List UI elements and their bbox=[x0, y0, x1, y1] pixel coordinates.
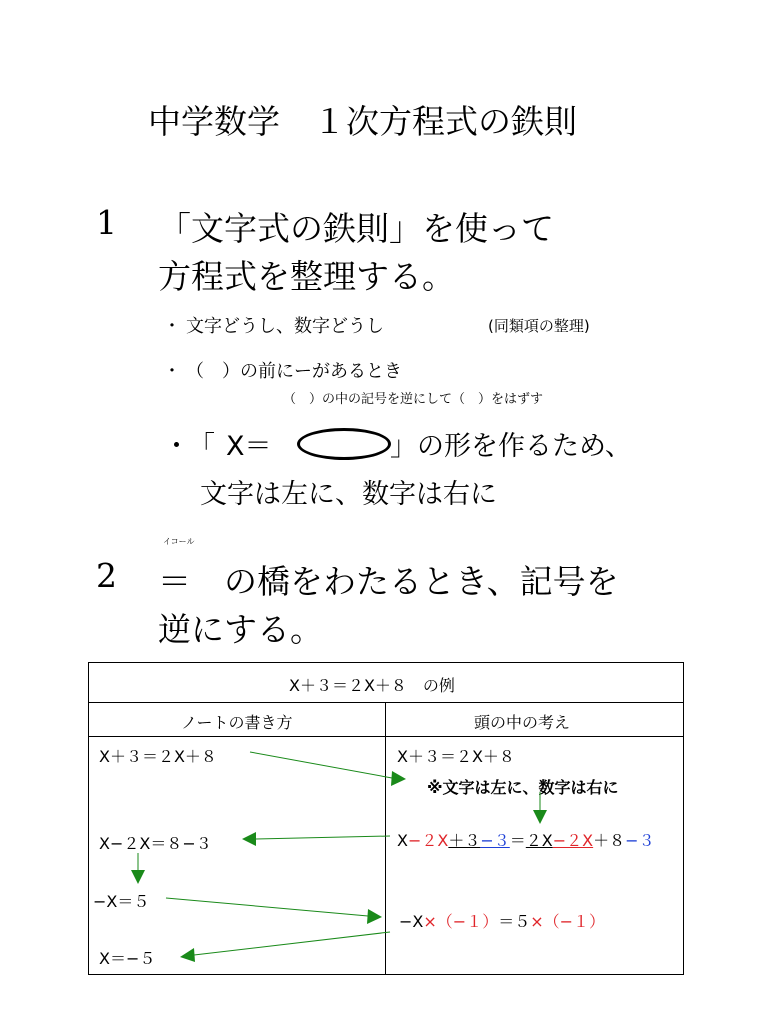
left-step: X＝−５ bbox=[99, 949, 156, 968]
arrow-head bbox=[242, 832, 256, 846]
eq3-term: ×（−１） bbox=[423, 912, 499, 931]
rule1-line2: 方程式を整理する。 bbox=[158, 257, 455, 296]
arrow-line bbox=[256, 836, 390, 839]
eq3-term: ×（−１） bbox=[530, 912, 606, 931]
bullet-like-terms: 文字どうし、数字どうし bbox=[186, 316, 384, 337]
left-step: X＋３＝２X＋８ bbox=[99, 747, 217, 766]
page-title: 中学数学 １次方程式の鉄則 bbox=[148, 102, 577, 141]
rule1-number: 1 bbox=[96, 203, 117, 242]
arrow-head bbox=[391, 771, 406, 786]
rule1-line1: 「文字式の鉄則」を使って bbox=[158, 209, 554, 248]
bullet-close-text: 」の形を作るため、 bbox=[390, 431, 632, 462]
column-header-notes: ノートの書き方 bbox=[181, 713, 293, 732]
eq2-term: X bbox=[397, 831, 408, 850]
bullet-dot: ・ bbox=[163, 361, 181, 382]
arrow-head bbox=[131, 870, 145, 884]
eq2-term: ＋８ bbox=[593, 831, 626, 850]
eq2-term: ＝ bbox=[509, 831, 526, 850]
eq3-term: ＝５ bbox=[498, 912, 531, 931]
eq3-term: −X bbox=[399, 912, 424, 931]
rule2-line1: ＝ の橋をわたるとき、記号を bbox=[158, 562, 619, 601]
bullet-x-equals: X＝ bbox=[226, 431, 272, 462]
arrow-line bbox=[194, 932, 390, 955]
right-note: ※文字は左に、数字は右に bbox=[427, 778, 619, 797]
bullet-like-terms-note: (同類項の整理) bbox=[488, 317, 590, 335]
bullet-parentheses: （ ）の前にーがあるとき bbox=[186, 361, 402, 382]
arrow-line bbox=[166, 898, 368, 916]
eq2-term: −３ bbox=[480, 831, 510, 850]
rule2-number: 2 bbox=[96, 556, 117, 595]
arrow-head bbox=[533, 810, 547, 824]
bullet-left-right: 文字は左に、数字は右に bbox=[200, 479, 497, 510]
rule2-line2: 逆にする。 bbox=[158, 610, 323, 649]
column-header-thinking: 頭の中の考え bbox=[474, 713, 571, 732]
bullet-parentheses-note: （ ）の中の記号を逆にして（ ）をはずす bbox=[283, 392, 544, 407]
bullet-dot: ・ bbox=[163, 431, 190, 462]
table-caption: X＋３＝２X＋８ の例 bbox=[289, 676, 455, 695]
bullet-dot: ・ bbox=[163, 316, 181, 337]
eq2-term: ＋３ bbox=[448, 831, 481, 850]
arrow-head bbox=[180, 948, 195, 962]
arrow-line bbox=[250, 752, 392, 778]
eq2-term: −２X bbox=[552, 831, 594, 850]
eq2-term: −２X bbox=[407, 831, 449, 850]
bullet-open-bracket: 「 bbox=[188, 431, 215, 462]
right-equation-1: X＋３＝２X＋８ bbox=[397, 747, 515, 766]
ruby-equal: イコール bbox=[163, 537, 195, 546]
eq2-term: −３ bbox=[625, 831, 655, 850]
arrow-head bbox=[367, 909, 382, 924]
left-step: −X＝５ bbox=[93, 892, 150, 911]
left-step: X−２X＝８−３ bbox=[99, 834, 212, 853]
eq2-term: ２X bbox=[525, 831, 553, 850]
